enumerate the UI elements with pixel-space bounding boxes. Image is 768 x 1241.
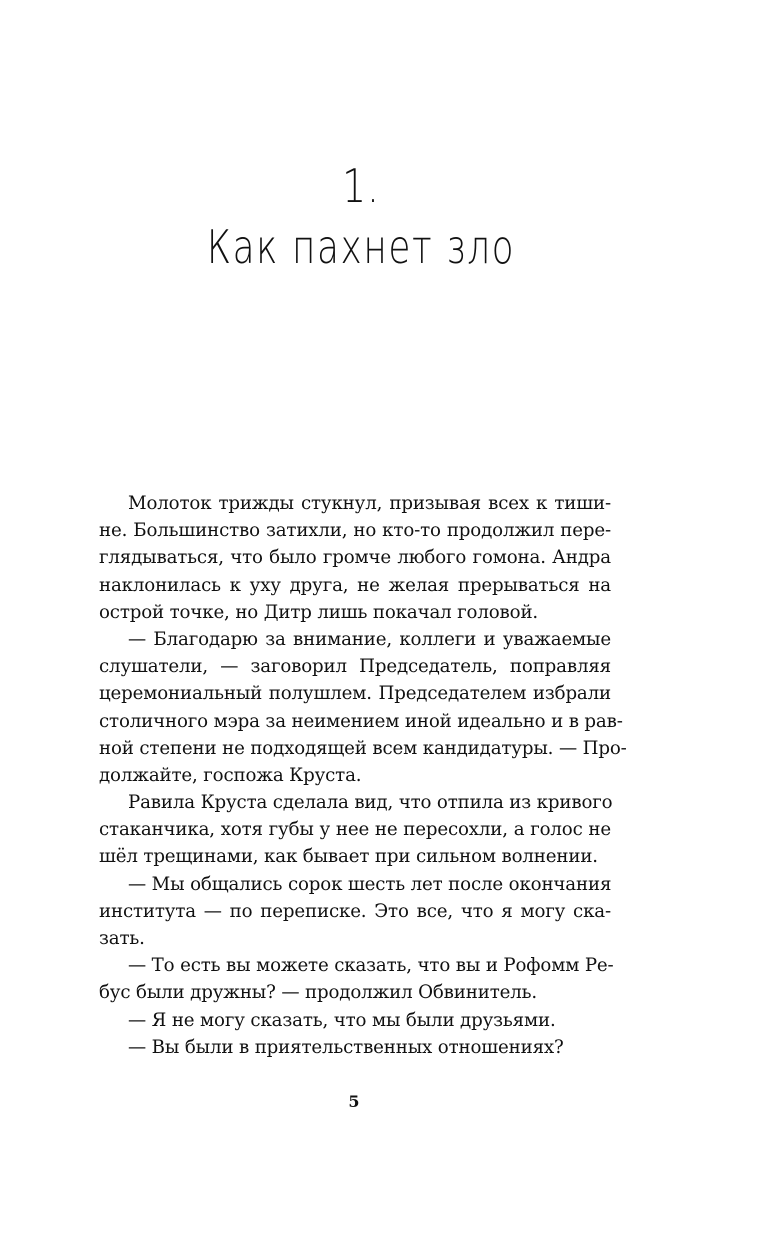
text-line: столичного мэра за неимением иной идеально и в рав- (99, 710, 623, 732)
chapter-body-text (99, 490, 627, 1061)
text-line: острой точке, но Дитр лишь покачал головой. (99, 601, 539, 623)
text-line: — Вы были в приятельственных отношениях? (128, 1036, 564, 1058)
text-line: Равила Круста сделала вид, что отпила из кривого (128, 792, 613, 814)
text-line: не. Большинство затихли, но кто-то продолжил пере- (99, 520, 611, 542)
text-line: церемониальный полушлем. Председателем избрали (99, 683, 611, 705)
text-line: глядываться, что было громче любого гомона. Андра (99, 547, 611, 569)
chapter-title: Как пахнет зло (206, 220, 516, 274)
chapter-number: 1. (342, 159, 380, 213)
text-line: — Мы общались сорок шесть лет после окончания (128, 873, 612, 895)
page-number: 5 (348, 1092, 360, 1111)
text-line: ной степени не подходящей всем кандидатуры. — Про- (99, 737, 627, 759)
text-line: должайте, госпожа Круста. (99, 764, 362, 786)
text-line: — Благодарю за внимание, коллеги и уважаемые (128, 628, 611, 650)
text-line: института — по переписке. Это все, что я могу ска- (99, 900, 611, 922)
text-line: слушатели, — заговорил Председатель, поправляя (99, 656, 611, 678)
text-line: — Я не могу сказать, что мы были друзьями. (128, 1009, 556, 1031)
text-line: бус были дружны? — продолжил Обвинитель. (99, 982, 538, 1004)
text-line: стаканчика, хотя губы у нее не пересохли, а голос не (99, 819, 611, 841)
text-line: зать. (99, 928, 145, 949)
text-line: шёл трещинами, как бывает при сильном волнении. (99, 846, 598, 868)
text-line: — То есть вы можете сказать, что вы и Рофомм Ре- (128, 955, 614, 977)
text-line: Молоток трижды стукнул, призывая всех к тиши- (128, 493, 611, 514)
text-line: наклонилась к уху друга, не желая прерываться на (99, 574, 611, 596)
